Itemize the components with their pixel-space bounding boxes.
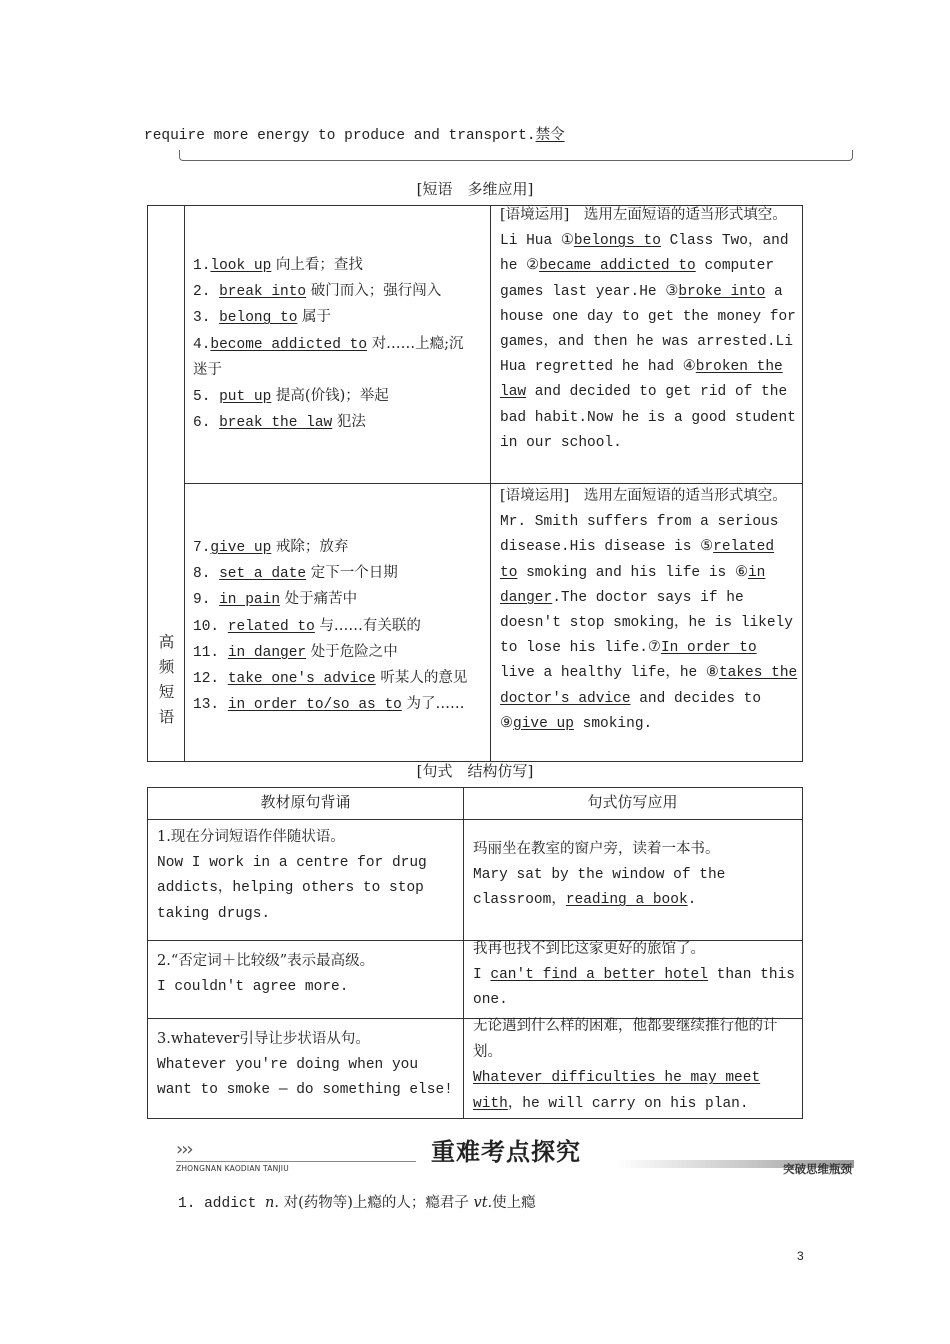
imitation-text: Mary sat by the window of the classroom， xyxy=(473,867,726,909)
vertical-label-char: 语 xyxy=(158,708,175,726)
phrase-number: 5. xyxy=(193,389,220,406)
original-sentence-3 xyxy=(157,1027,457,1104)
phrase-list-2 xyxy=(193,535,467,718)
phrase-meaning: 处于痛苦中 xyxy=(280,591,358,608)
vertical-label-char: 短 xyxy=(158,683,175,701)
original-sentence-1 xyxy=(157,825,457,927)
context-cell-1 xyxy=(491,206,802,484)
imitation-answer-2: can't find a better hotel xyxy=(490,967,708,984)
context-text: a house one day to get the money for games，and then he was arrested.Li Hua regretted he had ④ xyxy=(500,283,796,376)
phrase-item xyxy=(193,614,467,640)
phrase-answer: take one's advice xyxy=(227,671,376,688)
banner-title: 重难考点探究 xyxy=(431,1138,581,1166)
phrase-number: 11. xyxy=(193,644,228,661)
phrase-meaning: 向上看；查找 xyxy=(271,257,363,273)
phrase-number: 3. xyxy=(193,310,220,327)
answer-ban: 禁令 xyxy=(535,127,565,143)
phrase-meaning: 犯法 xyxy=(332,414,366,431)
row-divider xyxy=(148,819,802,820)
context-text: computer games last year.He ③ xyxy=(500,258,775,300)
column-divider xyxy=(463,788,464,1118)
page-number: 3 xyxy=(797,1249,804,1263)
phrase-meaning: 破门而入；强行闯入 xyxy=(306,283,442,300)
answer-7: In order to xyxy=(660,640,757,657)
answer-3: broke into xyxy=(678,283,766,300)
phrase-meaning: 戒除；放弃 xyxy=(271,539,349,555)
context-passage-1 xyxy=(500,203,798,456)
vertical-label-char: 高 xyxy=(158,633,175,651)
answer-4: broken the law xyxy=(500,359,783,401)
imitation-text: I xyxy=(473,967,491,984)
context-text: .The doctor says if he doesn't stop smoking，he is likely to lose his life.⑦ xyxy=(500,589,793,657)
phrase-answer: in danger xyxy=(227,644,307,661)
context-cell-2 xyxy=(491,484,802,761)
phrase-answer: become addicted to xyxy=(210,336,368,353)
imitation-answer-1: reading a book xyxy=(565,892,688,909)
header-original: 教材原句背诵 xyxy=(260,793,351,811)
header-imitation: 句式仿写应用 xyxy=(587,793,678,811)
part-of-speech: n. xyxy=(265,1195,279,1211)
original-text-1: Now I work in a centre for drug addicts，helping others to stop taking drugs. xyxy=(157,855,427,922)
answer-5: related to xyxy=(500,539,775,581)
phrase-meaning: 属于 xyxy=(297,309,332,326)
phrase-item xyxy=(193,640,467,666)
grammar-point-2: 2.“否定词＋比较级”表示最高级。 xyxy=(157,953,375,969)
grammar-point-3: 3.whatever引导让步状语从句。 xyxy=(157,1031,370,1047)
phrase-item xyxy=(193,253,464,279)
phrase-meaning: 处于危险之中 xyxy=(306,643,398,660)
sentence-table xyxy=(147,787,803,1119)
phrase-item xyxy=(193,305,464,331)
phrase-meaning: 提高(价钱)；举起 xyxy=(271,388,389,405)
phrase-item xyxy=(193,279,464,305)
original-text-2: I couldn't agree more. xyxy=(157,979,349,996)
entry-word: 1. addict xyxy=(178,1196,266,1212)
phrase-answer: set a date xyxy=(219,566,307,583)
section-banner xyxy=(176,1130,856,1180)
answer-8: takes the doctor's advice xyxy=(500,665,798,707)
phrase-item xyxy=(193,535,467,561)
grammar-point-1: 1.现在分词短语作伴随状语。 xyxy=(157,829,345,845)
phrase-item xyxy=(193,332,464,358)
context-text: smoking and his life is ⑥ xyxy=(517,564,748,581)
phrase-number: 2. xyxy=(193,284,220,301)
phrase-answer: break the law xyxy=(219,415,333,432)
imitation-answer-3: Whatever difficulties he may meet with xyxy=(473,1070,761,1112)
answer-1: belongs to xyxy=(573,233,661,250)
original-sentence-2 xyxy=(157,949,457,1000)
part-of-speech: vt. xyxy=(473,1195,493,1211)
context-text: and decided to get rid of the bad habit.Now he is a good student in our school. xyxy=(500,384,796,451)
imitation-sentence-3 xyxy=(473,1014,798,1117)
context-text: smoking. xyxy=(573,715,653,732)
imitation-sentence-2 xyxy=(473,937,798,1014)
phrase-meaning: 对……上瘾;沉 xyxy=(367,335,464,352)
vertical-label-cell xyxy=(148,206,185,761)
section-title-sentences: [句式 结构仿写] xyxy=(416,762,534,780)
vertical-label-char: 频 xyxy=(158,658,175,676)
phrase-number: 1. xyxy=(193,258,211,274)
banner-pinyin: ZHONGNAN KAODIAN TANJIU xyxy=(176,1164,289,1173)
imitation-sentence-1 xyxy=(473,837,798,914)
definition: 使上瘾 xyxy=(492,1195,536,1211)
phrase-meaning: 迷于 xyxy=(193,361,222,378)
context-text: Li Hua ① xyxy=(500,233,574,250)
original-text-3: Whatever you're doing when you want to smoke — do something else! xyxy=(157,1057,453,1099)
answer-2: became addicted to xyxy=(539,258,696,275)
context-passage-2 xyxy=(500,484,798,737)
banner-rule xyxy=(176,1161,416,1162)
chinese-prompt-1: 玛丽坐在教室的窗户旁，读着一本书。 xyxy=(473,841,720,857)
phrase-number: 8. xyxy=(193,566,220,583)
phrase-answer: put up xyxy=(219,389,272,406)
context-instruction-2: [语境运用] 选用左面短语的适当形式填空。 xyxy=(500,488,787,504)
phrase-item xyxy=(193,666,467,692)
phrase-item xyxy=(193,561,467,587)
context-text: live a healthy life，he ⑧ xyxy=(500,665,719,682)
phrase-item xyxy=(193,358,464,384)
answer-6: in danger xyxy=(500,564,766,606)
context-text: and decides to ⑨ xyxy=(500,690,762,732)
phrase-answer: related to xyxy=(227,618,315,635)
phrase-answer: in pain xyxy=(219,592,281,609)
phrase-number: 10. xyxy=(193,618,228,635)
phrase-item xyxy=(193,587,467,613)
phrase-answer: look up xyxy=(210,258,272,274)
phrase-answer: in order to/so as to xyxy=(227,697,402,714)
phrase-list-cell-1 xyxy=(185,206,491,484)
context-instruction-1: [语境运用] 选用左面短语的适当形式填空。 xyxy=(500,207,787,223)
vertical-label xyxy=(148,630,185,730)
phrase-number: 9. xyxy=(193,592,220,609)
banner-subtitle: 突破思维瓶颈 xyxy=(783,1162,852,1176)
phrase-meaning: 定下一个日期 xyxy=(306,565,398,582)
imitation-text: . xyxy=(687,892,697,909)
continued-text: require more energy to produce and transport. xyxy=(144,128,536,144)
phrase-number: 13. xyxy=(193,697,228,714)
phrase-number: 12. xyxy=(193,671,228,688)
chinese-prompt-2: 我再也找不到比这家更好的旅馆了。 xyxy=(473,941,705,957)
imitation-text: than this one. xyxy=(473,967,795,1009)
phrase-number: 6. xyxy=(193,415,220,432)
brace-decoration xyxy=(179,150,853,161)
phrase-item xyxy=(193,692,467,718)
definition: 对(药物等)上瘾的人；瘾君子 xyxy=(278,1195,474,1211)
continued-text-line xyxy=(144,123,565,144)
phrase-item xyxy=(193,384,464,410)
phrase-list-1 xyxy=(193,253,464,436)
answer-9: give up xyxy=(513,715,574,732)
phrase-answer: belong to xyxy=(219,310,298,327)
phrase-list-cell-2 xyxy=(185,484,491,761)
phrase-meaning: 为了…… xyxy=(401,696,465,713)
phrase-item xyxy=(193,410,464,436)
phrase-number: 4. xyxy=(193,336,211,353)
phrase-meaning: 听某人的意见 xyxy=(375,670,468,687)
phrase-table xyxy=(147,205,803,762)
context-text: Class Two，and he ② xyxy=(500,233,789,275)
imitation-text: ，he will carry on his plan. xyxy=(507,1095,749,1112)
vocab-entry-addict xyxy=(178,1191,536,1212)
arrows-icon: ››› xyxy=(176,1139,192,1160)
phrase-meaning: 与……有关联的 xyxy=(314,617,421,634)
phrase-answer: break into xyxy=(219,284,307,301)
section-title-phrases: [短语 多维应用] xyxy=(416,180,534,198)
phrase-answer: give up xyxy=(210,540,272,556)
chinese-prompt-3: 无论遇到什么样的困难，他都要继续推行他的计划。 xyxy=(473,1018,778,1061)
phrase-number: 7. xyxy=(193,540,211,556)
context-text: Mr. Smith suffers from a serious disease.His disease is ⑤ xyxy=(500,514,779,556)
